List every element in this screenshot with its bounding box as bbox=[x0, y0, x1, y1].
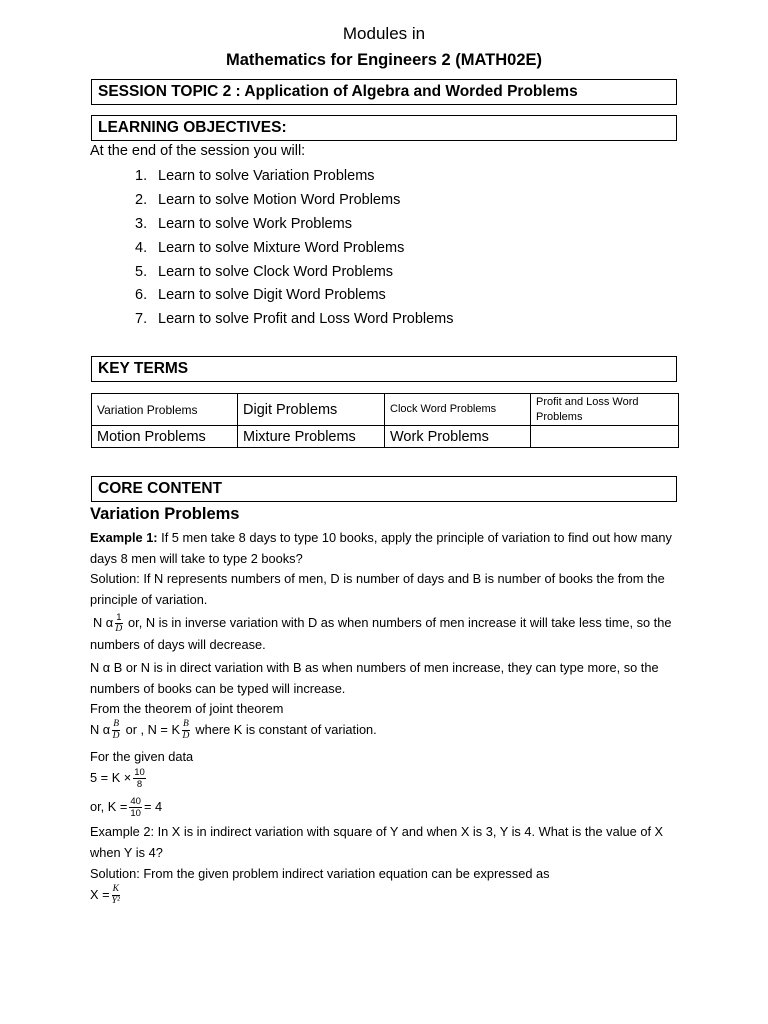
example-text: If 5 men take 8 days to type 10 books, apply the principle of variation to find out how many days 8 men will take to type 2 books? bbox=[90, 530, 672, 566]
list-number: 5. bbox=[135, 263, 148, 280]
direct-variation-line: N α B or N is in direct variation with B as when numbers of men increase, they can type more, so the numbers of books can be typed will increase. bbox=[90, 660, 659, 696]
example-1 bbox=[90, 528, 690, 569]
numerator: B bbox=[182, 719, 189, 729]
key-terms-table bbox=[91, 393, 679, 448]
list-item bbox=[135, 261, 454, 285]
numerator: K bbox=[112, 884, 119, 894]
list-text: Learn to solve Clock Word Problems bbox=[158, 263, 394, 280]
numerator: 1 bbox=[116, 612, 122, 623]
learning-objectives-heading: LEARNING OBJECTIVES: bbox=[98, 119, 287, 136]
eq-right: = 4 bbox=[143, 798, 163, 814]
table-row bbox=[92, 426, 679, 448]
list-text: Learn to solve Work Problems bbox=[158, 215, 352, 232]
list-text: Learn to solve Digit Word Problems bbox=[158, 287, 386, 304]
list-number: 4. bbox=[135, 239, 148, 256]
objectives-list bbox=[135, 165, 454, 332]
denominator: D bbox=[182, 731, 190, 741]
numerator: 10 bbox=[134, 767, 145, 778]
equation-2 bbox=[90, 796, 162, 819]
section-heading: Variation Problems bbox=[90, 505, 240, 523]
joint-equation bbox=[90, 719, 377, 742]
or-n-k: or , N = K bbox=[125, 721, 180, 737]
fraction-k-over-y2 bbox=[112, 884, 120, 907]
list-item bbox=[135, 284, 454, 308]
list-item bbox=[135, 213, 454, 237]
where-k-text: where K is constant of variation. bbox=[191, 721, 377, 737]
eq-left: 5 = K × bbox=[90, 769, 132, 785]
table-row bbox=[92, 394, 679, 426]
table-cell: Variation Problems bbox=[92, 394, 238, 426]
list-number: 6. bbox=[135, 287, 148, 304]
list-text: Learn to solve Profit and Loss Word Problems bbox=[158, 311, 454, 328]
fraction-10-over-8 bbox=[133, 767, 146, 790]
list-number: 1. bbox=[135, 168, 148, 184]
solution-2: Solution: From the given problem indirect variation equation can be expressed as bbox=[90, 866, 550, 881]
table-cell: Clock Word Problems bbox=[385, 394, 531, 426]
table-cell: Motion Problems bbox=[92, 426, 238, 448]
fraction-b-over-d bbox=[182, 719, 190, 742]
core-content-heading: CORE CONTENT bbox=[98, 480, 222, 497]
inverse-variation-line bbox=[90, 612, 690, 656]
eq-left: X = bbox=[90, 886, 110, 902]
eq-left: or, K = bbox=[90, 798, 128, 814]
table-cell bbox=[531, 426, 679, 448]
given-data-line: For the given data bbox=[90, 749, 194, 764]
example-2: Example 2: In X is in indirect variation with square of Y and when X is 3, Y is 4. What is the value of X when Y is 4? bbox=[90, 824, 664, 860]
n-alpha: N α bbox=[90, 721, 111, 737]
n-alpha: N α bbox=[93, 614, 114, 630]
solution-1: Solution: If N represents numbers of men, D is number of days and B is number of books the from the principle of variation. bbox=[90, 571, 665, 607]
numerator: 40 bbox=[130, 796, 141, 807]
key-terms-heading: KEY TERMS bbox=[98, 360, 189, 377]
denominator: D bbox=[115, 624, 123, 634]
denominator: D bbox=[112, 731, 120, 741]
objectives-intro: At the end of the session you will: bbox=[90, 143, 306, 159]
list-item bbox=[135, 237, 454, 261]
session-topic-box bbox=[91, 79, 677, 105]
fraction-40-over-10 bbox=[129, 796, 142, 819]
joint-theorem-line: From the theorem of joint theorem bbox=[90, 701, 284, 716]
list-number: 3. bbox=[135, 215, 148, 232]
module-title: Modules in bbox=[342, 24, 426, 43]
inverse-text: or, N is in inverse variation with D as when numbers of men increase it will take less time, so the numbers of days will decrease. bbox=[90, 614, 672, 652]
list-number: 2. bbox=[135, 191, 148, 208]
list-item bbox=[135, 308, 454, 332]
table-cell: Mixture Problems bbox=[238, 426, 385, 448]
denominator: Y² bbox=[111, 896, 120, 906]
learning-objectives-box bbox=[91, 115, 677, 141]
course-title: Mathematics for Engineers 2 (MATH02E) bbox=[225, 51, 542, 69]
example-label: Example 1: bbox=[90, 530, 158, 545]
equation-3 bbox=[90, 884, 122, 907]
list-item bbox=[135, 189, 454, 213]
table-cell: Profit and Loss Word Problems bbox=[531, 394, 679, 426]
list-text: Learn to solve Variation Problems bbox=[158, 168, 375, 184]
table-cell: Digit Problems bbox=[238, 394, 385, 426]
list-item bbox=[135, 165, 454, 189]
equation-1 bbox=[90, 767, 148, 790]
list-text: Learn to solve Motion Word Problems bbox=[158, 191, 401, 208]
numerator: B bbox=[113, 719, 120, 729]
fraction-1-over-d bbox=[115, 612, 122, 635]
denominator: 10 bbox=[130, 808, 141, 819]
session-topic: SESSION TOPIC 2 : Application of Algebra and Worded Problems bbox=[98, 83, 578, 100]
core-content-box bbox=[91, 476, 677, 502]
table-cell: Work Problems bbox=[385, 426, 531, 448]
list-number: 7. bbox=[135, 311, 148, 328]
key-terms-box bbox=[91, 356, 677, 382]
denominator: 8 bbox=[136, 779, 143, 790]
list-text: Learn to solve Mixture Word Problems bbox=[158, 239, 405, 256]
fraction-b-over-d bbox=[112, 719, 120, 742]
